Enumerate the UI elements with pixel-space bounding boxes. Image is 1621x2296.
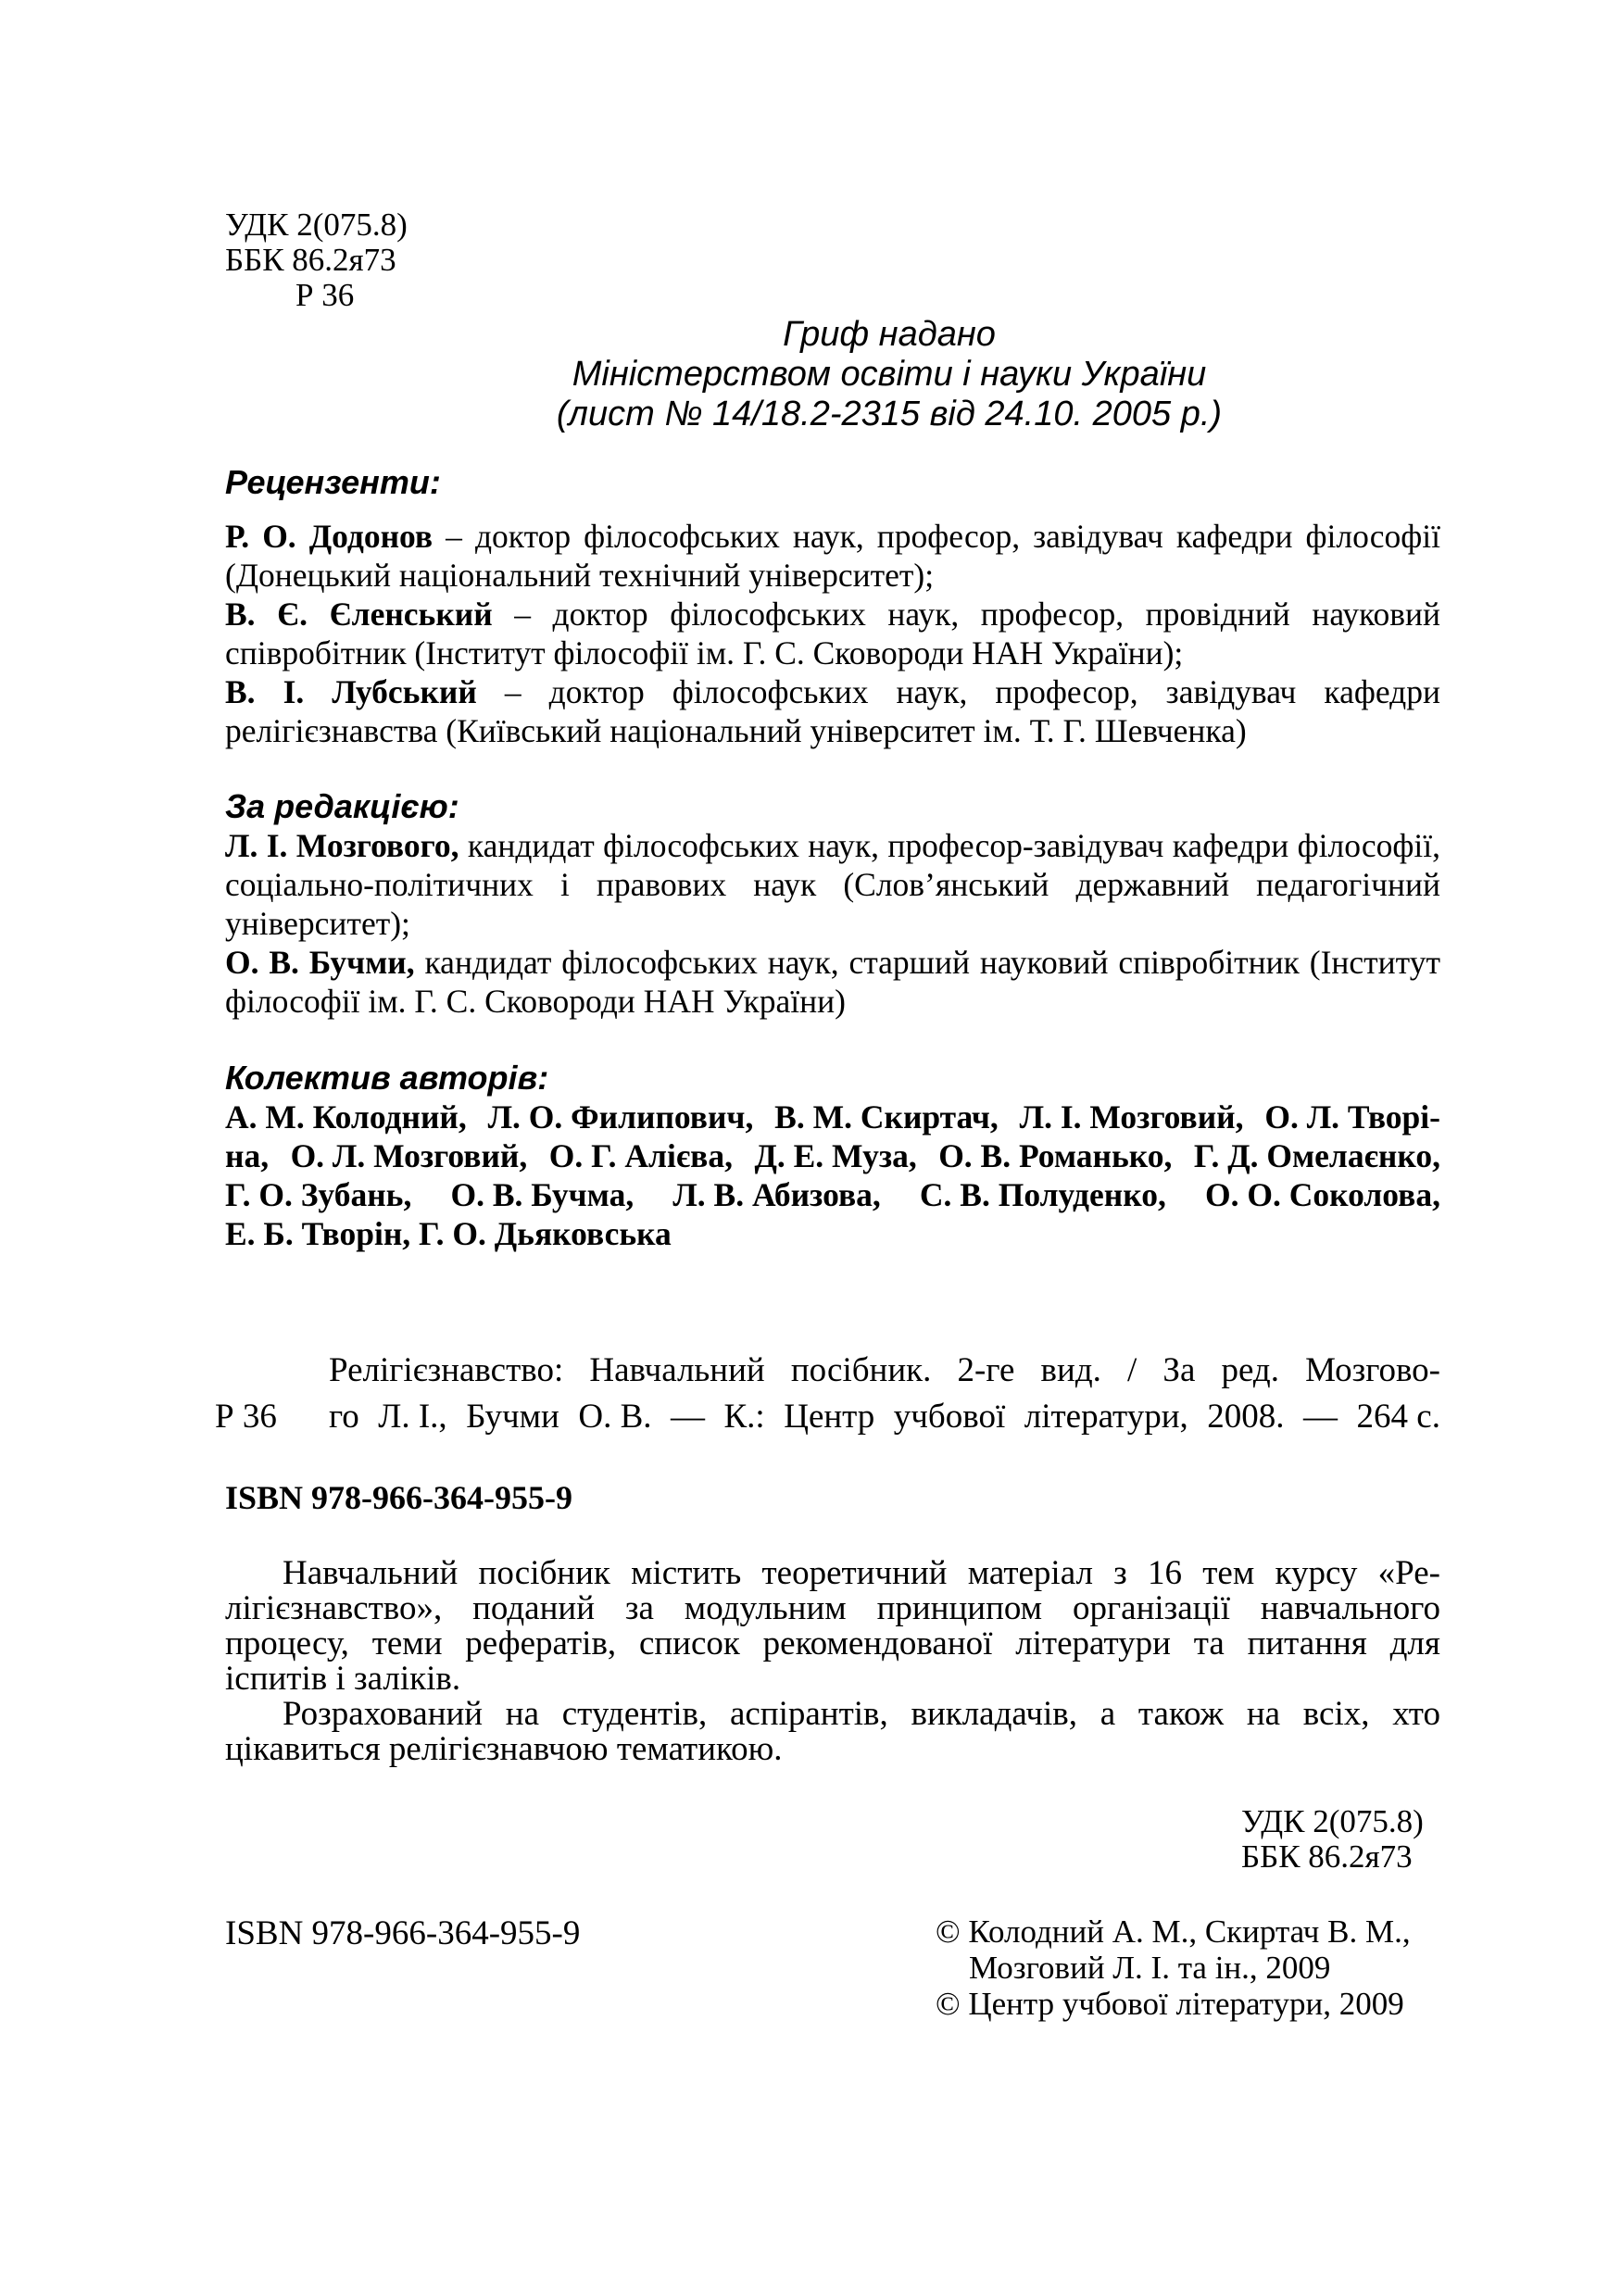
annot-word: лігієзнавство»,: [225, 1589, 443, 1627]
annot-word: модульним: [684, 1589, 847, 1627]
biblio-word: 2008.: [1207, 1398, 1285, 1436]
biblio-word: учбової: [893, 1398, 1006, 1436]
annotation-line: [225, 1697, 1440, 1732]
annot-word: 16: [1148, 1554, 1183, 1592]
annot-word: Навчальний: [283, 1554, 459, 1592]
bibliography-description: [329, 1348, 1440, 1440]
author-name: Г. О. Зубань,: [225, 1176, 412, 1213]
bbk-code-bottom: ББК 86.2я73: [1241, 1838, 1413, 1875]
biblio-word: вид.: [1040, 1351, 1101, 1389]
editor-name: О. В. Бучми,: [225, 944, 415, 981]
annot-word: посібник: [478, 1554, 610, 1592]
author-sign-code: Р 36: [295, 277, 355, 313]
authors-list: [225, 1098, 1440, 1253]
authors-line: [225, 1098, 1440, 1136]
biblio-word: Навчальний: [589, 1351, 765, 1389]
bbk-code: ББК 86.2я73: [225, 242, 396, 278]
annot-word: «Ре-: [1377, 1554, 1440, 1592]
biblio-word: О. В.: [578, 1398, 652, 1436]
author-name: Л. І. Мозговий,: [1019, 1098, 1244, 1135]
authors-line: [225, 1175, 1440, 1214]
biblio-word: посібник.: [790, 1351, 932, 1389]
author-name: О. О. Соколова,: [1204, 1176, 1440, 1213]
editor-item: [225, 943, 1440, 1021]
reviewers-title: Рецензенти:: [225, 463, 441, 501]
annot-word: містить: [631, 1554, 742, 1592]
biblio-word: ред.: [1221, 1351, 1279, 1389]
biblio-word: —: [671, 1398, 705, 1436]
author-name: Л. О. Филипович,: [487, 1098, 754, 1135]
author-name: Л. В. Абизова,: [672, 1176, 881, 1213]
reviewer-text: – доктор філософських наук, професор, завідувач кафедри філософії (Донецький національний технічний університет);: [225, 518, 1440, 594]
grif-line-2: Міністерством освіти і науки України: [572, 355, 1207, 394]
copyright-authors: © Колодний А. М., Скиртач В. М.,: [936, 1913, 1411, 1950]
bibliography-code: Р 36: [215, 1398, 277, 1436]
author-name: О. В. Бучма,: [450, 1176, 635, 1213]
annot-word: також: [1137, 1695, 1225, 1733]
annot-word: рефератів,: [465, 1625, 617, 1662]
biblio-word: 264 с.: [1356, 1398, 1440, 1436]
reviewer-item: [225, 672, 1440, 750]
reviewers-list: [225, 517, 1440, 750]
bibliography-line-1: [329, 1348, 1440, 1394]
biblio-word: 2-ге: [957, 1351, 1015, 1389]
udk-code-bottom: УДК 2(075.8): [1241, 1803, 1424, 1839]
editor-text: кандидат філософських наук, професор-завідувач кафедри філософії, соціально-політичних і правових наук (Слов’янський державний педагогічний університет);: [225, 827, 1440, 942]
annot-word: процесу,: [225, 1625, 349, 1662]
author-name: Д. Е. Муза,: [754, 1137, 917, 1174]
annot-word: курсу: [1275, 1554, 1358, 1592]
annot-word: навчального: [1260, 1589, 1440, 1627]
annot-word: рекомендованої: [762, 1625, 993, 1662]
annot-word: теми: [371, 1625, 443, 1662]
udk-code: УДК 2(075.8): [225, 207, 408, 243]
editor-name: Л. І. Мозгового,: [225, 827, 459, 864]
annot-word: поданий: [472, 1589, 595, 1627]
annot-word: хто: [1392, 1695, 1440, 1733]
author-name: В. М. Скиртач,: [774, 1098, 999, 1135]
biblio-word: К.:: [723, 1398, 765, 1436]
reviewer-item: [225, 517, 1440, 595]
author-name: С. В. Полуденко,: [919, 1176, 1166, 1213]
grif-block: [482, 315, 1297, 434]
top-classification: [225, 207, 408, 313]
annotation: [225, 1556, 1440, 1767]
annot-word: теоретичний: [761, 1554, 948, 1592]
reviewer-text: – доктор філософських наук, професор, провідний науковий співробітник (Інститут філософії ім. Г. С. Сковороди НАН України);: [225, 596, 1441, 671]
annot-word: за: [624, 1589, 654, 1627]
editor-text: кандидат філософських наук, старший науковий співробітник (Інститут філософії ім. Г. С. Сковороди НАН України): [225, 944, 1440, 1020]
biblio-word: За: [1162, 1351, 1196, 1389]
annotation-line: цікавиться релігієзнавчою тематикою.: [225, 1730, 783, 1768]
biblio-word: /: [1127, 1351, 1137, 1389]
grif-line-3: (лист № 14/18.2-2315 від 24.10. 2005 р.): [556, 395, 1223, 433]
reviewer-name: В. Є. Єленський: [225, 596, 493, 633]
biblio-word: Бучми: [466, 1398, 559, 1436]
annot-word: та: [1193, 1625, 1225, 1662]
editors-list: [225, 826, 1440, 1021]
author-name: на,: [225, 1137, 270, 1174]
author-name: А. М. Колодний,: [225, 1098, 467, 1135]
reviewer-name: Р. О. Додонов: [225, 518, 434, 555]
isbn-heading: ISBN 978-966-364-955-9: [225, 1479, 572, 1516]
copyright-publisher: © Центр учбової літератури, 2009: [936, 1986, 1404, 2022]
biblio-word: Мозгово-: [1305, 1351, 1440, 1389]
copyright-authors-cont: Мозговий Л. І. та ін., 2009: [969, 1950, 1331, 1986]
bibliography-line-2: [329, 1394, 1440, 1440]
annot-word: з: [1113, 1554, 1127, 1592]
annotation-line: [225, 1591, 1440, 1626]
annot-word: Розрахований: [283, 1695, 484, 1733]
annotation-line: [225, 1626, 1440, 1662]
annot-word: принципом: [876, 1589, 1043, 1627]
biblio-word: —: [1303, 1398, 1338, 1436]
authors-title: Колектив авторів:: [225, 1059, 549, 1097]
author-name: Е. Б. Творін, Г. О. Дьяковська: [225, 1215, 672, 1252]
grif-line-1: Гриф надано: [783, 315, 996, 354]
bottom-classification: [1241, 1804, 1424, 1875]
annot-word: викладачів,: [911, 1695, 1077, 1733]
annot-word: матеріал: [967, 1554, 1093, 1592]
isbn-bottom: ISBN 978-966-364-955-9: [225, 1914, 581, 1952]
annot-word: студентів,: [561, 1695, 708, 1733]
annot-word: а: [1100, 1695, 1116, 1733]
author-name: О. Г. Алієва,: [548, 1137, 733, 1174]
annotation-line: [225, 1556, 1440, 1591]
annot-word: на: [1246, 1695, 1281, 1733]
biblio-word: Релігієзнавство:: [329, 1351, 564, 1389]
authors-line: [225, 1214, 1440, 1253]
biblio-word: літератури,: [1024, 1398, 1188, 1436]
annotation-line: іспитів і заліків.: [225, 1660, 461, 1698]
reviewer-name: В. І. Лубський: [225, 673, 477, 710]
author-name: О. В. Романько,: [938, 1137, 1173, 1174]
reviewer-text: – доктор філософських наук, професор, завідувач кафедри релігієзнавства (Київський національний університет ім. Т. Г. Шевченка): [225, 673, 1440, 749]
editors-title: За редакцією:: [225, 787, 459, 825]
annot-word: всіх,: [1302, 1695, 1370, 1733]
reviewer-item: [225, 595, 1440, 672]
authors-line: [225, 1136, 1440, 1175]
biblio-word: Л. І.,: [378, 1398, 447, 1436]
author-name: Г. Д. Омелаєнко,: [1193, 1137, 1440, 1174]
author-name: О. Л. Мозговий,: [290, 1137, 528, 1174]
author-name: О. Л. Творі-: [1264, 1098, 1440, 1135]
annot-word: літератури: [1015, 1625, 1171, 1662]
annot-word: аспірантів,: [729, 1695, 888, 1733]
annot-word: на: [505, 1695, 540, 1733]
annot-word: організації: [1072, 1589, 1231, 1627]
annot-word: питання: [1247, 1625, 1367, 1662]
copyright-block: [936, 1913, 1411, 2022]
editor-item: [225, 826, 1440, 943]
annot-word: список: [638, 1625, 740, 1662]
biblio-word: го: [329, 1398, 359, 1436]
annot-word: тем: [1202, 1554, 1255, 1592]
biblio-word: Центр: [784, 1398, 875, 1436]
annot-word: для: [1389, 1625, 1440, 1662]
